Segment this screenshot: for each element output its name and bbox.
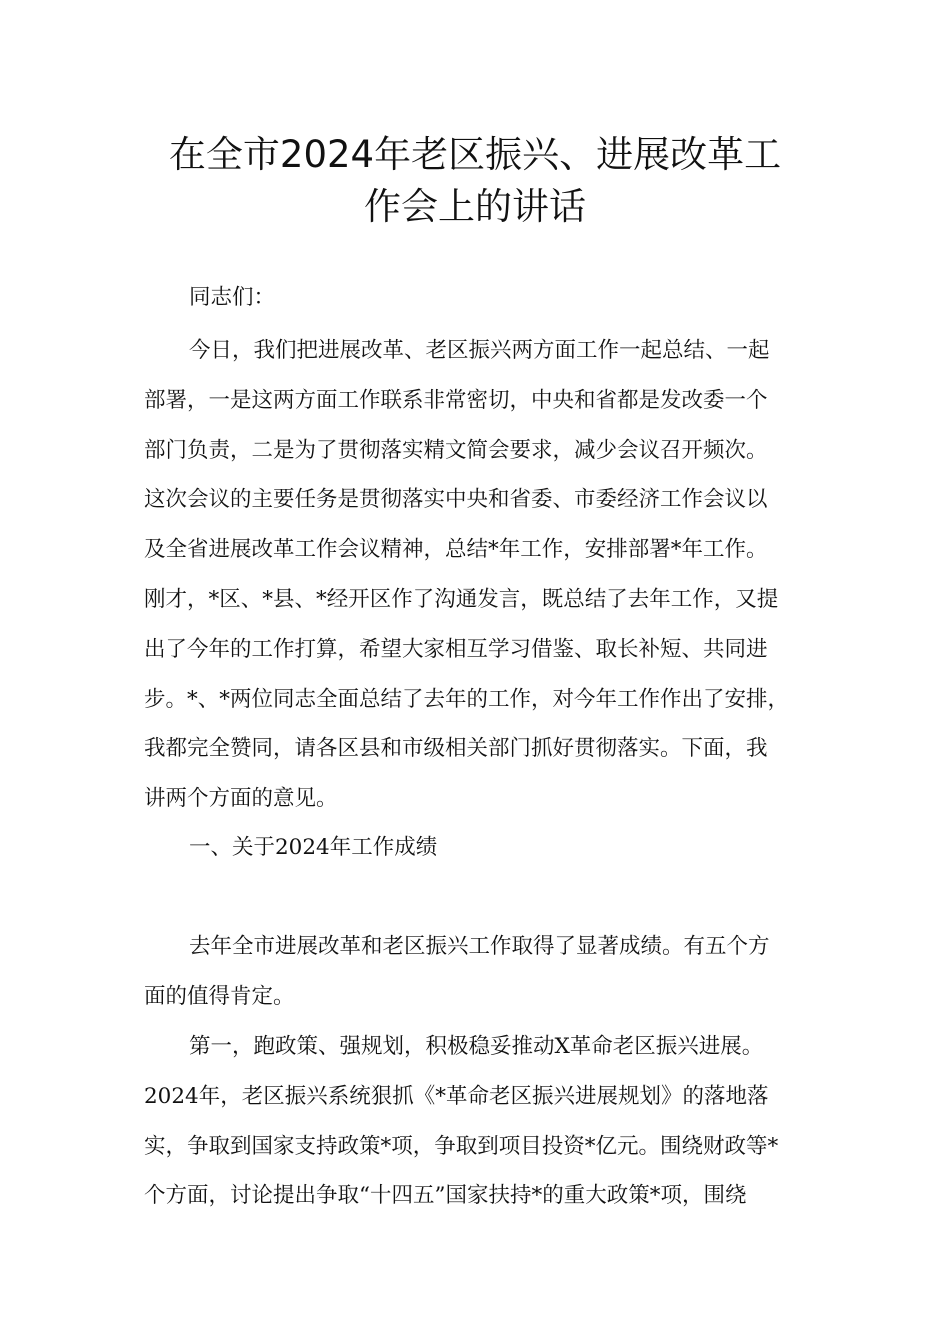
paragraph-1-line: 步。*、*两位同志全面总结了去年的工作，对今年工作作出了安排， bbox=[144, 686, 790, 712]
paragraph-2-line: 面的值得肯定。 bbox=[144, 983, 295, 1009]
section-heading-1-text: 一、关于2024年工作成绩 bbox=[189, 835, 438, 860]
paragraph-3-line: 个方面，讨论提出争取“十四五”国家扶持*的重大政策*项，围绕 bbox=[144, 1183, 747, 1209]
paragraph-1-line: 部署，一是这两方面工作联系非常密切，中央和省都是发改委一个 bbox=[144, 387, 768, 413]
paragraph-1-line: 这次会议的主要任务是贯彻落实中央和省委、市委经济工作会议以 bbox=[144, 487, 768, 513]
paragraph-1-line: 及全省进展改革工作会议精神，总结*年工作，安排部署*年工作。 bbox=[144, 537, 768, 563]
salutation bbox=[144, 273, 836, 323]
paragraph-3 bbox=[144, 1022, 836, 1221]
section-heading-1 bbox=[144, 823, 836, 873]
paragraph-3-line: 第一，跑政策、强规划，积极稳妥推动X革命老区振兴进展。 bbox=[189, 1034, 764, 1059]
paragraph-2-line: 去年全市进展改革和老区振兴工作取得了显著成绩。有五个方 bbox=[189, 934, 770, 959]
document-title-line-1: 在全市2024年老区振兴、进展改革工 bbox=[168, 133, 782, 176]
paragraph-1-line: 我都完全赞同，请各区县和市级相关部门抓好贯彻落实。下面，我 bbox=[144, 736, 768, 762]
paragraph-1-line: 刚才，*区、*县、*经开区作了沟通发言，既总结了去年工作，又提 bbox=[144, 586, 779, 612]
paragraph-2 bbox=[144, 922, 836, 1022]
paragraph-1-line: 部门负责，二是为了贯彻落实精文简会要求，减少会议召开频次。 bbox=[144, 437, 768, 463]
document-title-line-2: 作会上的讲话 bbox=[364, 185, 586, 228]
salutation-text: 同志们： bbox=[189, 285, 276, 310]
paragraph-1-line: 今日，我们把进展改革、老区振兴两方面工作一起总结、一起 bbox=[189, 338, 770, 363]
paragraph-1 bbox=[144, 326, 836, 824]
paragraph-1-line: 讲两个方面的意见。 bbox=[144, 786, 338, 812]
paragraph-3-line: 实，争取到国家支持政策*项，争取到项目投资*亿元。围绕财政等* bbox=[144, 1133, 779, 1159]
paragraph-1-line: 出了今年的工作打算，希望大家相互学习借鉴、取长补短、共同进 bbox=[144, 636, 768, 662]
paragraph-3-line: 2024年，老区振兴系统狠抓《*革命老区振兴进展规划》的落地落 bbox=[144, 1083, 769, 1109]
